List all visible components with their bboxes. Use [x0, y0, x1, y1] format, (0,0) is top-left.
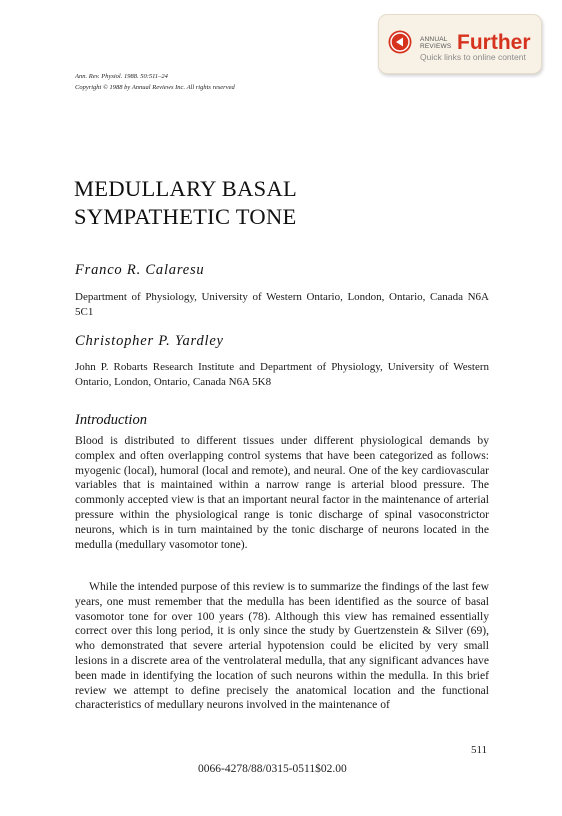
badge-further-label: Further	[457, 31, 531, 54]
footer-publication-code: 0066-4278/88/0315-0511$02.00	[198, 763, 347, 775]
badge-annual-text: ANNUAL	[420, 36, 448, 43]
author-name-1: Franco R. Calaresu	[75, 262, 205, 278]
back-arrow-circle-icon	[388, 30, 412, 54]
intro-paragraph-2: While the intended purpose of this review is to summarize the findings of the last few years, one must remember that the medulla has been identified as the source of basal vasomotor tone for over 100 years (78). Although this view has remained essentially correct over this long period, it is only since the study by Guertzenstein & Silver (69), who demonstrated that severe arterial hypotension could be elicited by very small lesions in a discrete area of the ventrolateral medulla, that any significant advances have been made in identifying the location of such neurons within the medulla. In this brief review we attempt to define precisely the anatomical location and the functional characteristics of medullary neurons involved in the maintenance of	[75, 580, 489, 712]
author-affiliation-1: Department of Physiology, University of Western Ontario, London, Ontario, Canada N6A 5C1	[75, 291, 489, 318]
citation-line-2: Copyright © 1988 by Annual Reviews Inc. All rights reserved	[75, 83, 235, 91]
article-title-line-1: MEDULLARY BASAL	[74, 176, 298, 201]
badge-publisher-label	[420, 36, 451, 50]
annual-reviews-further-badge[interactable]	[378, 14, 542, 74]
intro-paragraph-1: Blood is distributed to different tissues under different physiological demands by complex and often overlapping control systems that have been categorized as follows: myogenic (local), humoral (local and remote), and neural. One of the key cardiovascular variables that is maintained within a narrow range is arterial blood pressure. The commonly accepted view is that an important neural factor in the maintenance of arterial pressure within the physiological range is tonic discharge of spinal vasoconstrictor neurons, which is in turn maintained by the tonic discharge of neurons located in the medulla (medullary vasomotor tone).	[75, 434, 489, 551]
citation-line-1: Ann. Rev. Physiol. 1988. 50:511–24	[75, 73, 168, 80]
author-name-2: Christopher P. Yardley	[75, 333, 224, 349]
article-title-line-2: SYMPATHETIC TONE	[74, 204, 297, 229]
page-number: 511	[471, 744, 488, 756]
badge-subtitle: Quick links to online content	[420, 52, 526, 62]
journal-citation	[75, 72, 235, 93]
section-heading-introduction: Introduction	[75, 412, 147, 428]
article-title	[74, 175, 297, 231]
author-affiliation-2: John P. Robarts Research Institute and Department of Physiology, University of Western Ontario, London, Ontario, Canada N6A 5K8	[75, 361, 489, 388]
badge-reviews-text: REVIEWS	[420, 43, 452, 50]
